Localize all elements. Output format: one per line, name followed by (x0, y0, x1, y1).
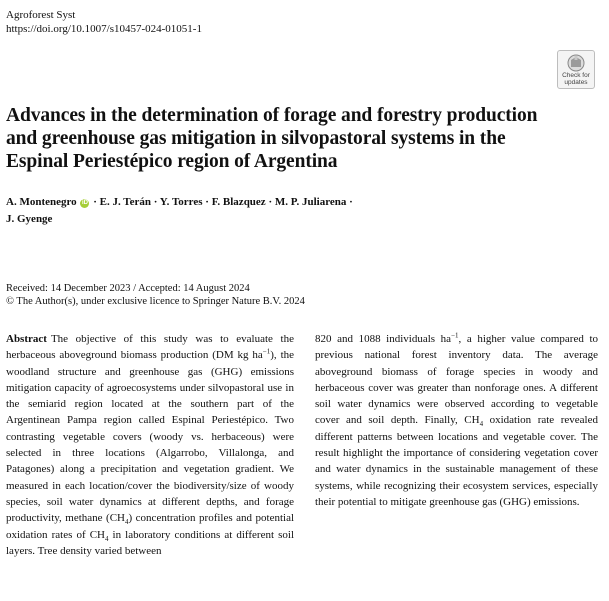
author-name[interactable]: M. P. Juliarena (274, 196, 347, 208)
author-name[interactable]: J. Gyenge (6, 213, 53, 225)
abstract-text: ) concentration profiles and potential oxidation rates of CH (6, 512, 295, 541)
received-accepted-dates: Received: 14 December 2023 / Accepted: 14 August 2024 (6, 283, 250, 294)
journal-name: Agroforest Syst (6, 9, 76, 21)
abstract-text: oxidation rate revealed different patterns between locations and vegetable cover. The result highlight the importance of considering vegetation cover and water dynamics in the sustainable management of these systems, while recognizing their ecosystem services, especially their potential to mitigate greenhouse gas (GHG) emissions. (315, 414, 598, 508)
subscript: 4 (479, 420, 484, 429)
orcid-icon[interactable]: iD (81, 200, 88, 206)
superscript: −1 (451, 331, 459, 340)
check-for-updates-label-2: updates (564, 79, 588, 86)
author-separator: · (93, 196, 100, 208)
author-separator: · (349, 196, 353, 208)
check-for-updates-label-1: Check for (562, 72, 590, 79)
abstract-label: Abstract (6, 333, 47, 345)
author-separator: · (268, 196, 275, 208)
abstract-text: ), the woodland structure and greenhouse gas (GHG) emissions mitigation capacity of agroecosystems under silvopastoral use in the semiarid region located at the southern part of the Argentinean Pampa region called Espinal Periestépico. Two contrasting vegetable covers (woody vs. herbaceous) were selected in three locations (Algarrobo, Villalonga, and Patagones) along a precipitation and vegetation gradient. We measured in each location/cover the biodiversity/size of woody species, soil water dynamics at different depths, and forage productivity, methane (CH (6, 349, 295, 525)
author-name[interactable]: A. Montenegro (6, 196, 77, 208)
abstract-text: , a higher value compared to previous national forest inventory data. The average aboveground biomass of forage species in woody and herbaceous cover was greater than nonforage ones. A different soil water dynamics were observed according to vegetable cover and soil depth. Finally, CH (315, 333, 598, 427)
abstract-column-left (6, 331, 294, 559)
author-name[interactable]: Y. Torres (159, 196, 203, 208)
abstract-text: 820 and 1088 individuals ha (315, 333, 452, 345)
author-list (6, 194, 426, 228)
copyright-notice: © The Author(s), under exclusive licence to Springer Nature B.V. 2024 (6, 296, 305, 307)
author-name[interactable]: F. Blazquez (211, 196, 266, 208)
author-name[interactable]: E. J. Terán (99, 196, 151, 208)
subscript: 4 (125, 518, 129, 527)
doi-link[interactable]: https://doi.org/10.1007/s10457-024-01051-1 (6, 23, 202, 35)
article-title: Advances in the determination of forage and forestry production and greenhouse gas mitigation in silvopastoral systems in the Espinal Periestépico region of Argentina (6, 105, 538, 172)
abstract-text: The objective of this study was to evaluate the herbaceous aboveground biomass production (DM kg ha (6, 333, 294, 362)
abstract-text: in laboratory conditions at different soil layers. Tree density varied between (6, 528, 295, 557)
author-separator: · (153, 196, 160, 208)
abstract-column-right (315, 331, 598, 510)
check-for-updates-icon (565, 54, 587, 72)
subscript: 4 (104, 534, 109, 543)
superscript: −1 (262, 347, 271, 356)
author-separator: · (205, 196, 212, 208)
check-for-updates-button[interactable] (557, 50, 595, 89)
